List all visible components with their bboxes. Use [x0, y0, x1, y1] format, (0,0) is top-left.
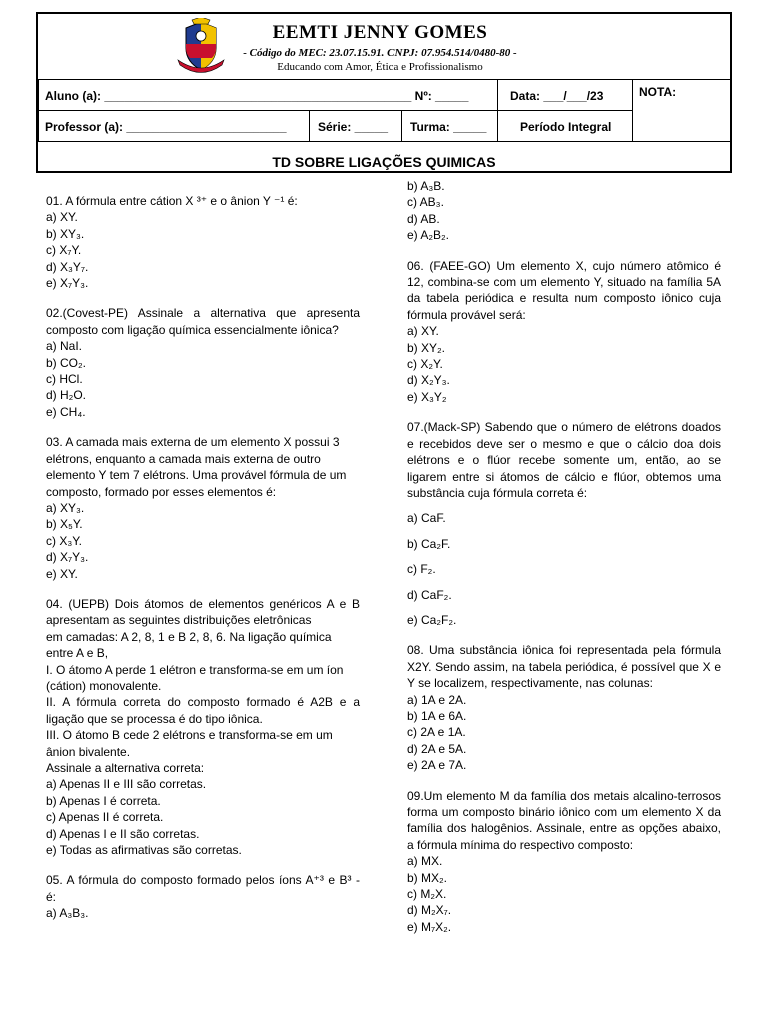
question-ask: Assinale a alternativa correta:	[46, 761, 205, 775]
option: d) X₇Y₃.	[46, 550, 89, 565]
question-02	[46, 305, 360, 420]
question-06	[407, 258, 721, 406]
option: d) H₂O.	[46, 388, 86, 403]
option: e) 2A e 7A.	[407, 758, 467, 773]
question-08	[407, 642, 721, 773]
series-label: Série: _____	[318, 120, 389, 134]
question-05-continued	[407, 178, 721, 244]
option: d) CaF₂.	[407, 587, 452, 602]
question-stem: 01. A fórmula entre cátion X ³⁺ e o ânion Y ⁻¹ é:	[46, 194, 298, 208]
option: a) MX.	[407, 854, 443, 869]
question-stem: 08. Uma substância iônica foi representada pela fórmula X2Y. Sendo assim, na tabela periódica, é possível que X e Y se localizem, respectivamente, nas colunas:	[407, 643, 721, 691]
grade-field[interactable]	[632, 79, 732, 142]
school-motto: Educando com Amor, Ética e Profissionalismo	[277, 61, 483, 73]
worksheet-title: TD SOBRE LIGAÇÕES QUIMICAS	[272, 154, 496, 170]
option: b) XY₃.	[46, 226, 85, 241]
option: c) X₂Y.	[407, 357, 443, 372]
question-04	[46, 596, 360, 859]
question-05	[46, 872, 360, 921]
option: c) Apenas II é correta.	[46, 810, 164, 825]
grade-label: NOTA:	[639, 85, 677, 99]
school-codes: - Código do MEC: 23.07.15.91. CNPJ: 07.954.514/0480-80 -	[243, 47, 517, 59]
option: c) HCl.	[46, 372, 83, 387]
question-07	[407, 419, 721, 628]
option: e) X₃Y₂	[407, 389, 447, 404]
option: a) 1A e 2A.	[407, 692, 467, 707]
option: e) CH₄.	[46, 404, 86, 419]
option: b) Apenas I é correta.	[46, 793, 161, 808]
date-label: Data: ___/___/23	[510, 89, 604, 103]
option: b) X₅Y.	[46, 517, 83, 532]
option: e) Ca₂F₂.	[407, 612, 457, 627]
statement-iii: III. O átomo B cede 2 elétrons e transforma-se em um ânion bivalente.	[46, 728, 333, 759]
option: a) NaI.	[46, 339, 83, 354]
option: a) CaF.	[407, 511, 446, 526]
option: e) X₇Y₃.	[46, 276, 89, 291]
left-column	[46, 193, 360, 936]
question-stem: 09.Um elemento M da família dos metais alcalino-terrosos forma um composto binário iônico com um elemento X da família dos halogênios. Assinale, entre as opções abaixo, a fórmula mínima do respectivo composto:	[407, 788, 721, 852]
teacher-label: Professor (a): ________________________	[45, 120, 287, 134]
student-name-label: Aluno (a): ______________________________________________ Nº: _____	[45, 89, 469, 103]
period-field	[497, 110, 633, 142]
option: c) 2A e 1A.	[407, 725, 466, 740]
option: a) A₃B₃.	[46, 906, 89, 921]
right-column	[407, 178, 721, 949]
question-03	[46, 434, 360, 582]
option: b) Ca₂F.	[407, 536, 451, 551]
option: b) CO₂.	[46, 355, 86, 370]
statement-ii: II. A fórmula correta do composto formado é A2B e a ligação que se processa é do tipo iônica.	[46, 695, 360, 726]
option: e) M₇X₂.	[407, 919, 452, 934]
option: c) M₂X.	[407, 887, 447, 902]
question-stem: 06. (FAEE-GO) Um elemento X, cujo número atômico é 12, combina-se com um elemento Y, situado na família 5A da tabela periódica e resulta num composto iônico cuja fórmula provável será:	[407, 258, 721, 322]
option: c) X₃Y.	[46, 533, 83, 548]
option: d) Apenas I e II são corretas.	[46, 826, 200, 841]
option: d) X₂Y₃.	[407, 373, 450, 388]
question-stem: 07.(Mack-SP) Sabendo que o número de elétrons doados e recebidos deve ser o mesmo e que o cálcio doa dois elétrons e o flúor recebe somente um, então, ao se ligarem entre si átomos de cálcio e flúor, obtemos uma substância cuja fórmula correta é:	[407, 420, 721, 500]
question-text: em camadas: A 2, 8, 1 e B 2, 8, 6. Na ligação química entre A e B,	[46, 629, 332, 661]
option: d) AB.	[407, 211, 440, 226]
question-01	[46, 193, 360, 291]
option: b) A₃B.	[407, 179, 445, 193]
option: e) Todas as afirmativas são corretas.	[46, 843, 242, 858]
school-name: EEMTI JENNY GOMES	[272, 22, 488, 43]
question-09	[407, 788, 721, 936]
option: d) X₃Y₇.	[46, 259, 89, 274]
question-stem: 03. A camada mais externa de um elemento X possui 3 elétrons, enquanto a camada mais externa de outro elemento Y tem 7 elétrons. Uma provável fórmula de um composto, formado por esses elementos é:	[46, 435, 347, 499]
question-stem: 02.(Covest-PE) Assinale a alternativa que apresenta composto com ligação química essencialmente iônica?	[46, 306, 360, 337]
question-stem: 05. A fórmula do composto formado pelos íons A⁺³ e B³ - é:	[46, 873, 360, 904]
option: c) F₂.	[407, 562, 436, 577]
class-label: Turma: _____	[410, 120, 487, 134]
class-field[interactable]	[401, 110, 498, 142]
option: d) M₂X₇.	[407, 903, 452, 918]
option: b) 1A e 6A.	[407, 708, 467, 723]
option: c) X₇Y.	[46, 243, 82, 258]
option: b) MX₂.	[407, 870, 447, 885]
series-field[interactable]	[309, 110, 402, 142]
student-name-field[interactable]	[38, 79, 498, 111]
question-stem: 04. (UEPB) Dois átomos de elementos genéricos A e B apresentam as seguintes distribuições eletrônicas	[46, 596, 360, 628]
school-crest-icon	[172, 18, 230, 76]
option: a) Apenas II e III são corretas.	[46, 777, 207, 792]
option: b) XY₂.	[407, 340, 446, 355]
option: e) A₂B₂.	[407, 228, 449, 243]
option: c) AB₃.	[407, 195, 444, 210]
statement-i: I. O átomo A perde 1 elétron e transforma-se em um íon (cátion) monovalente.	[46, 662, 344, 693]
option: a) XY.	[407, 324, 439, 339]
teacher-field[interactable]	[38, 110, 310, 142]
option: d) 2A e 5A.	[407, 741, 467, 756]
school-header	[230, 22, 530, 74]
option: a) XY₃.	[46, 500, 85, 515]
option: e) XY.	[46, 566, 78, 581]
option: a) XY.	[46, 210, 78, 225]
period-label: Período Integral	[520, 120, 612, 134]
date-field[interactable]	[497, 79, 633, 111]
